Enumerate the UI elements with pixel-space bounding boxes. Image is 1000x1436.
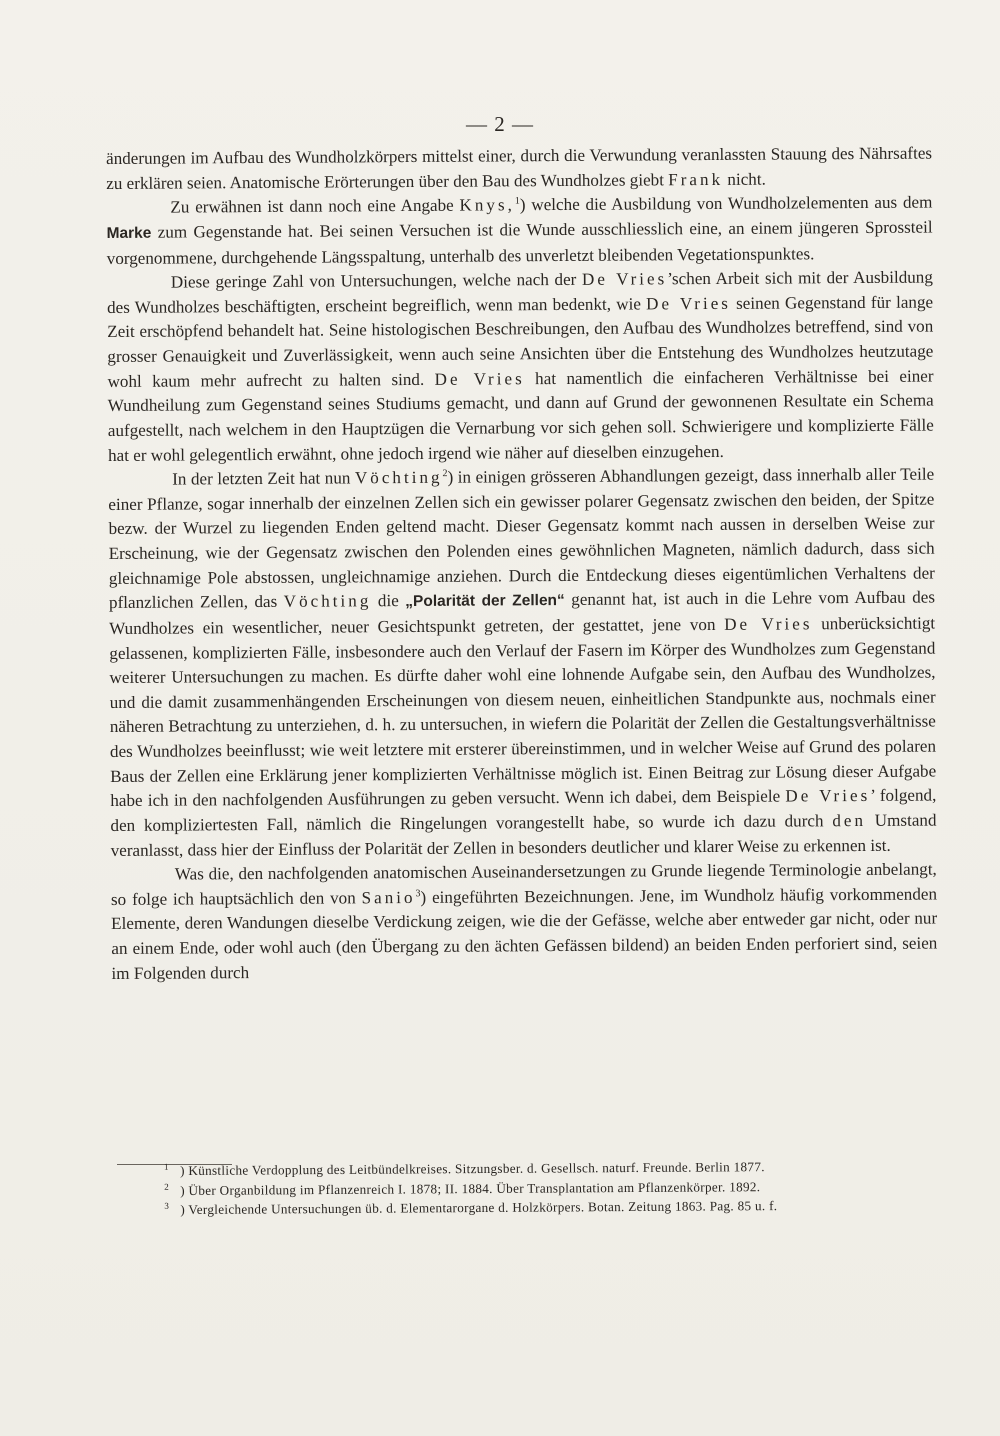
- footnote-3: [164, 1195, 940, 1220]
- text-run: die: [371, 591, 406, 611]
- author-name-devries: De Vries: [581, 269, 668, 289]
- emphasis-den: den: [832, 810, 867, 831]
- text-run: ) in einigen grösseren Abhandlungen gezeigt, dass innerhalb aller Teile einer Pflanze, sogar innerhalb der einzelnen Zellen sich ein gewisser polarer Gegensatz zwischen den beiden, der Spitze bezw. der Wurzel zu liegenden Enden geltend macht. Dieser Gegensatz kommt nach aussen in derselben Weise zur Erscheinung, wie der Gegensatz zwischen den Polenden eines gewöhnlichen Magneten, nämlich dadurch, dass sich gleichnamige Pole abstossen, ungleichnamige anziehen. Durch die Entdeckung dieses eigentümlichen Verhaltens der pflanzlichen Zellen, das: [108, 464, 935, 613]
- footnote-mark: [164, 1181, 169, 1201]
- text-run: ) welche die Ausbildung von Wundholzelementen aus dem: [519, 192, 933, 215]
- body-text: [106, 142, 938, 987]
- text-run: hat namentlich die einfacheren Verhältnisse bei einer Wundheilung zum Gegenstand seines Studiums gemacht, und dann auf Grund der gewonnenen Resultate ein Schema aufgestellt, nach welchem in den Hauptzügen die Vernarbung vor sich gehen soll. Schwierigere und komplizierte Fälle hat er wohl gelegentlich erwähnt, ohne jedoch irgend wie näher auf dieselben einzugehen.: [107, 366, 934, 465]
- author-name-voechting: Vöchting: [354, 467, 443, 488]
- author-name-devries: De Vries: [434, 368, 525, 389]
- footnotes: [164, 1156, 940, 1220]
- paragraph-5: [111, 858, 938, 987]
- footnote-text: ) Künstliche Verdopplung des Leitbündelkreises. Sitzungsber. d. Gesellsch. naturf. Freunde. Berlin 1877.: [180, 1159, 765, 1178]
- footnote-number: 1: [164, 1161, 169, 1172]
- text-run: Zu erwähnen ist dann noch eine Angabe: [170, 195, 460, 217]
- footnote-ref-3: 3: [415, 887, 421, 900]
- text-run: unberücksichtigt gelassenen, komplizierten Fälle, insbesondere auch den Verlauf der Fasern im Körper des Wundholzes zum Gegenstand weiterer Untersuchungen zu machen. Es dürfte daher wohl eine lohnende Aufgabe sein, den Aufbau des Wundholzes, und die damit zusammenhängenden Erscheinungen von diesem neuen, einheitlichen Standpunkte aus, nochmals einer näheren Betrachtung zu unterziehen, d. h. zu untersuchen, in wiefern die Polarität der Zellen die Gestaltungsverhältnisse des Wundholzes beeinflusst; wie weit letztere mit ersterer übereinstimmen, und in welcher Weise auf Grund des polaren Baus der Zellen eine Erklärung jener komplizierten Verhältnisse möglich ist. Einen Beitrag zur Lösung dieser Aufgabe habe ich in den nachfolgenden Ausführungen zu geben versucht. Wenn ich dabei, dem Beispiele: [109, 613, 937, 811]
- author-name-sanio: Sanio: [361, 887, 416, 908]
- paragraph-3: [107, 266, 934, 468]
- footnote-ref-2: 2: [442, 468, 448, 480]
- text-run: zum Gegenstande hat. Bei seinen Versuchen ist die Wunde ausschliesslich eine, an einem jüngeren Sprossteil vorgenommene, durchgehende Längsspaltung, unterhalb des unverletzt bleibenden Vegetationspunktes.: [106, 217, 933, 268]
- author-name-devries: De Vries: [724, 614, 813, 634]
- footnote-text: ) Vergleichende Untersuchungen üb. d. Elementarorgane d. Holzkörpers. Botan. Zeitung 1863. Pag. 85 u. f.: [180, 1198, 778, 1217]
- paragraph-4: [108, 463, 937, 863]
- text-run: änderungen im Aufbau des Wundholzkörpers mittelst einer, durch die Verwundung veranlassten Stauung des Nährsaftes zu erklären seien. Anatomische Erörterungen über den Bau des Wundholzes giebt: [106, 143, 933, 193]
- author-name-voechting: Vöchting: [283, 591, 372, 612]
- text-run: In der letzten Zeit hat nun: [172, 468, 355, 489]
- text-run: ’schen Arbeit sich mit der Ausbildung des Wundholzes beschäftigten, erscheint begreiflich, wenn man bedenkt, wie: [106, 267, 933, 317]
- footnote-number: 3: [164, 1200, 170, 1211]
- text-run: ’ folgend, den kompliziertesten Fall, nämlich die Ringelungen vorangestellt habe, so wurde ich dazu durch: [110, 785, 937, 835]
- author-name-devries: De Vries: [646, 293, 731, 314]
- text-run: genannt hat, ist auch in die Lehre vom Aufbau des Wundholzes ein wesentlicher, neuer Gesichtspunkt getreten, der gestattet, jene von: [109, 587, 936, 638]
- text-run: Was die, den nachfolgenden anatomischen Auseinandersetzungen zu Grunde liegende Terminologie anbelangt, so folge ich hauptsächlich den von: [110, 859, 937, 909]
- paragraph-2: [106, 191, 932, 271]
- text-run: Umstand veranlasst, dass hier der Einfluss der Polarität der Zellen in besonders deutlicher und klarer Weise zu erkennen ist.: [110, 810, 937, 860]
- paragraph-1: [106, 142, 932, 197]
- term-polaritaet: „Polarität der Zellen“: [405, 592, 565, 611]
- term-marke: Marke: [106, 224, 152, 242]
- footnote-text: ) Über Organbildung im Pflanzenreich I. 1878; II. 1884. Über Transplantation am Pflanzenkörper. 1892.: [180, 1178, 761, 1198]
- footnote-number: 2: [164, 1181, 170, 1192]
- footnote-mark: [164, 1161, 169, 1181]
- text-run: seinen Gegenstand für lange Zeit erschöpfend behandelt hat. Seine histologischen Beschreibungen, den Aufbau des Wundholzes betreffend, sind von grosser Genauigkeit und Zuverlässigkeit, wenn auch seine Ansichten über die Entstehung des Wundholzes heutzutage wohl kaum mehr aufrecht zu halten sind.: [107, 292, 934, 391]
- footnote-ref-1: 1: [514, 195, 520, 207]
- author-name-frank: Frank: [668, 169, 724, 189]
- text-run: Diese geringe Zahl von Untersuchungen, welche nach der: [170, 269, 583, 292]
- text-run: ) eingeführten Bezeichnungen. Jene, im Wundholz häufig vorkommenden Elemente, deren Wandungen dieselbe Verdickung zeigen, wie die der Gefässe, welche aber entweder gar nicht, oder nur an einem Ende, oder wohl auch (den Übergang zu den ächten Gefässen bildend) an beiden Enden perforiert sind, seien im Folgenden durch: [111, 884, 938, 983]
- footnote-mark: [164, 1200, 169, 1220]
- text-run: nicht.: [723, 169, 766, 189]
- page-number: — 2 —: [466, 112, 534, 136]
- author-name-knys: Knys,: [459, 195, 515, 215]
- author-name-devries: De Vries: [785, 786, 871, 806]
